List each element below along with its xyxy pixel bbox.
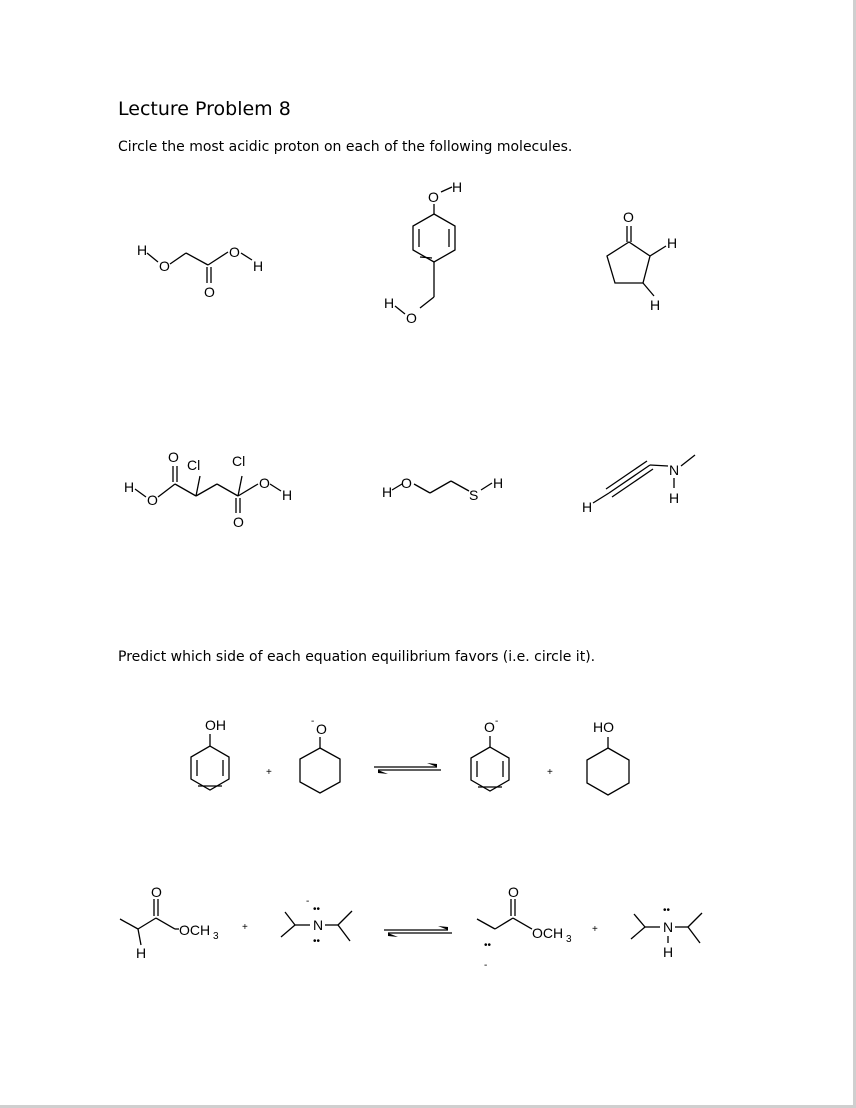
lone-pair: •• [313, 936, 321, 947]
atom-label: O [168, 449, 179, 465]
atom-label: O [428, 189, 439, 205]
atom-label: H [136, 945, 147, 961]
molecule-hydroxymethylphenol [384, 179, 462, 326]
molecule-propargyl-amine [582, 455, 695, 515]
atom-label: H [452, 179, 463, 195]
equation-phenol-cyclohexoxide [191, 716, 629, 795]
atom-label: O [508, 884, 519, 900]
page-title: Lecture Problem 8 [118, 98, 291, 120]
plus-sign: + [242, 922, 248, 933]
instruction-acidic-proton: Circle the most acidic proton on each of the following molecules. [118, 139, 573, 155]
atom-label: H [384, 295, 395, 311]
subscript: 3 [566, 934, 572, 945]
charge-label: - [495, 716, 499, 727]
atom-label: O [406, 310, 417, 326]
molecule-dichloro-diacid [124, 449, 292, 530]
atom-label: N [669, 462, 680, 478]
atom-label: HO [593, 719, 614, 735]
atom-label: N [663, 919, 674, 935]
molecule-glycolic-acid [137, 242, 263, 300]
charge-label: - [306, 896, 310, 907]
plus-sign: + [592, 924, 598, 935]
atom-label: H [663, 944, 674, 960]
atom-label: O [229, 244, 240, 260]
lone-pair: •• [484, 940, 492, 951]
lone-pair: •• [313, 904, 321, 915]
atom-label: Cl [187, 457, 201, 473]
molecule-cyclopentanone [607, 209, 677, 313]
instruction-equilibrium: Predict which side of each equation equilibrium favors (i.e. circle it). [118, 649, 596, 665]
atom-label: H [124, 479, 135, 495]
atom-label: H [582, 499, 593, 515]
atom-label: H [667, 235, 678, 251]
atom-label: H [253, 258, 264, 274]
atom-label: OCH [179, 922, 211, 938]
atom-label: H [669, 490, 680, 506]
plus-sign: + [547, 767, 553, 778]
atom-label: O [233, 514, 244, 530]
atom-label: O [401, 475, 412, 491]
atom-label: O [151, 884, 162, 900]
atom-label: O [159, 258, 170, 274]
atom-label: O [316, 721, 327, 737]
plus-sign: + [266, 767, 272, 778]
atom-label: H [382, 484, 393, 500]
charge-label: - [311, 716, 315, 727]
atom-label: O [204, 284, 215, 300]
atom-label: S [469, 487, 479, 503]
atom-label: H [282, 487, 293, 503]
atom-label: N [313, 917, 324, 933]
atom-label: O [259, 475, 270, 491]
equation-ester-amide-base [120, 884, 702, 971]
atom-label: Cl [232, 453, 246, 469]
atom-label: OH [205, 717, 226, 733]
subscript: 3 [213, 931, 219, 942]
charge-label: - [484, 960, 488, 971]
atom-label: OCH [532, 925, 564, 941]
atom-label: O [147, 492, 158, 508]
atom-label: O [484, 719, 495, 735]
atom-label: H [493, 475, 504, 491]
lone-pair: •• [663, 905, 671, 916]
atom-label: O [623, 209, 634, 225]
atom-label: H [137, 242, 148, 258]
molecule-mercaptoethanol [382, 475, 503, 503]
atom-label: H [650, 297, 661, 313]
